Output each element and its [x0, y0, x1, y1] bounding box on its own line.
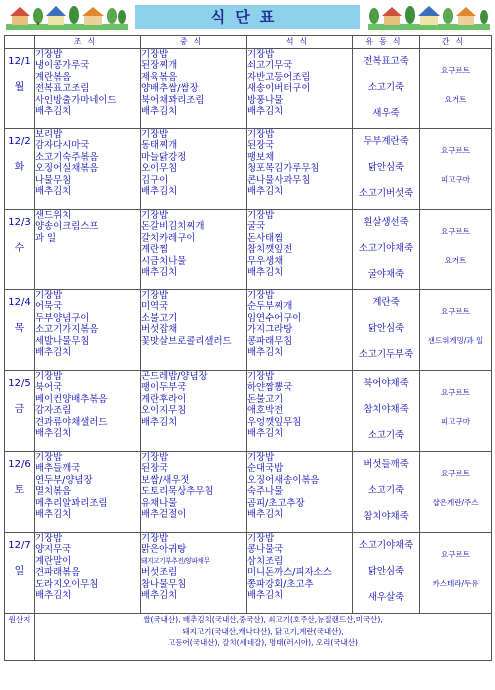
origin-row	[5, 614, 492, 661]
snack-item: 피고구마	[441, 175, 470, 184]
dinner-item: 삼치조림	[247, 555, 284, 567]
lunch-item: 보쌈/새우젓	[141, 474, 190, 486]
breakfast-item: 냉이콩가루국	[35, 60, 90, 72]
dinner-item: 기장밥	[247, 290, 275, 301]
breakfast-item: 멸치볶음	[35, 486, 72, 498]
column-header-snack: 간식	[420, 36, 492, 49]
snack-item: 샵은게란/주스	[432, 498, 479, 507]
day-row	[5, 129, 492, 210]
day-date: 12/1	[8, 56, 31, 67]
breakfast-item: 두부양념구이	[35, 312, 90, 324]
liquid-cell	[353, 210, 420, 290]
dinner-item: 기장밥	[247, 129, 275, 140]
breakfast-item: 기장밥	[35, 49, 63, 60]
column-header-breakfast: 조식	[35, 36, 141, 49]
breakfast-item: 소고기가지볶음	[35, 324, 99, 336]
lunch-item: 시금치나물	[141, 255, 187, 267]
dinner-item: 순두부찌개	[247, 301, 293, 313]
liquid-item: 계란죽	[372, 297, 400, 308]
liquid-cell	[353, 371, 420, 452]
breakfast-item: 배추김치	[35, 106, 72, 118]
snack-item: 요거트	[444, 95, 467, 104]
liquid-item: 소고기야채죽	[358, 540, 414, 551]
houses-left-illustration	[6, 4, 128, 30]
day-weekday: 목	[14, 323, 25, 334]
lunch-item: 기장밥	[141, 290, 169, 301]
lunch-item: 마늘닭강정	[141, 151, 187, 163]
dinner-item: 애호박전	[247, 405, 284, 417]
liquid-item: 소고기버섯죽	[358, 188, 414, 199]
breakfast-item: 어묵국	[35, 301, 63, 313]
breakfast-item: 기장밥	[35, 371, 63, 382]
lunch-item: 배추김치	[141, 590, 178, 602]
dinner-item: 굴국	[247, 221, 266, 233]
dinner-item: 하얀짬뽕국	[247, 382, 293, 394]
liquid-item: 소고기죽	[367, 82, 405, 93]
breakfast-cell	[35, 129, 141, 210]
liquid-item: 참치야채죽	[363, 511, 409, 522]
dinner-item: 기장밥	[247, 452, 275, 463]
day-cell	[5, 210, 35, 290]
liquid-item: 굴야채죽	[367, 269, 405, 280]
dinner-cell	[247, 371, 353, 452]
day-date: 12/7	[8, 540, 31, 551]
day-weekday: 화	[14, 162, 25, 173]
liquid-cell	[353, 129, 420, 210]
breakfast-item: 배추김치	[35, 590, 72, 602]
breakfast-item: 견파래볶음	[35, 567, 81, 579]
breakfast-item: 연두부/양념장	[35, 474, 93, 486]
breakfast-item: 배추김치	[35, 347, 72, 359]
lunch-item: 배추겉절이	[141, 509, 187, 521]
day-cell	[5, 452, 35, 533]
dinner-item: 배추김치	[247, 347, 284, 359]
liquid-item: 북어야채죽	[363, 378, 409, 389]
day-row	[5, 452, 492, 533]
liquid-cell	[353, 290, 420, 371]
day-date: 12/2	[8, 136, 31, 147]
lunch-item: 동태찌개	[141, 140, 178, 152]
snack-item: 요구르트	[441, 146, 470, 155]
dinner-item: 콩나물국	[247, 544, 284, 556]
lunch-item: 계란찜	[141, 244, 169, 256]
day-row	[5, 290, 492, 371]
day-cell	[5, 49, 35, 129]
lunch-item: 북어채꽈리조림	[141, 94, 205, 106]
dinner-item: 돈사태찜	[247, 232, 284, 244]
lunch-item: 된장국	[141, 463, 169, 475]
lunch-cell	[141, 49, 247, 129]
column-header-row	[5, 36, 492, 49]
day-cell	[5, 371, 35, 452]
dinner-cell	[247, 290, 353, 371]
dinner-item: 기장밥	[247, 533, 275, 544]
dinner-item: 방풍나물	[247, 94, 284, 106]
houses-right-illustration	[368, 4, 490, 30]
dinner-item: 배추김치	[247, 428, 284, 440]
dinner-item: 쫑파강회/초고추	[247, 578, 314, 590]
day-weekday: 수	[14, 243, 25, 254]
dinner-item: 배추김치	[247, 267, 284, 279]
lunch-item: 오이지무침	[141, 405, 187, 417]
lunch-cell	[141, 210, 247, 290]
menu-body	[5, 49, 492, 614]
origin-text	[35, 614, 492, 661]
lunch-item: 계란후라이	[141, 393, 187, 405]
breakfast-item: 기장밥	[35, 290, 63, 301]
dinner-cell	[247, 129, 353, 210]
dinner-cell	[247, 210, 353, 290]
lunch-item: 김구이	[141, 174, 169, 186]
lunch-item: 된장찌개	[141, 60, 178, 72]
breakfast-item: 배추김치	[35, 428, 72, 440]
snack-item: 요거트	[444, 256, 467, 265]
snack-item: 요구르트	[441, 388, 470, 397]
dinner-item: 콘나물사과무침	[247, 174, 311, 186]
lunch-item: 기장밥	[141, 452, 169, 463]
snack-cell	[420, 290, 492, 371]
breakfast-cell	[35, 210, 141, 290]
day-row	[5, 533, 492, 614]
breakfast-item: 감자조림	[35, 405, 72, 417]
lunch-item: 기장밥	[141, 49, 169, 60]
breakfast-cell	[35, 371, 141, 452]
dinner-item: 우엉깻잎무침	[247, 416, 302, 428]
breakfast-item: 보리밥	[35, 129, 63, 140]
column-header-liquid: 유동식	[353, 36, 420, 49]
day-date: 12/6	[8, 459, 31, 470]
origin-line: 쌀(국내산), 배추김치(국내산,중국산), 쇠고기(호주산,뉴질랜드산,미국산),	[143, 615, 383, 624]
liquid-item: 소고기죽	[367, 485, 405, 496]
snack-item: 카스테라/두유	[432, 579, 479, 588]
origin-line: 고등어(국내산), 갈치(세네갈), 명태(러시아), 오리(국내산)	[168, 638, 358, 647]
breakfast-item: 배추김치	[35, 509, 72, 521]
lunch-cell	[141, 452, 247, 533]
origin-label: 원산지	[5, 614, 35, 661]
liquid-cell	[353, 49, 420, 129]
snack-item: 요구르트	[441, 550, 470, 559]
lunch-item: 소불고기	[141, 312, 178, 324]
snack-item: 요구르트	[441, 227, 470, 236]
dinner-item: 기장밥	[247, 371, 275, 382]
liquid-cell	[353, 533, 420, 614]
day-date: 12/5	[8, 378, 31, 389]
lunch-cell	[141, 129, 247, 210]
dinner-item: 배추김치	[247, 186, 284, 198]
lunch-item: 제육볶음	[141, 71, 178, 83]
breakfast-item: 계란볶음	[35, 71, 72, 83]
day-row	[5, 371, 492, 452]
lunch-item: 기장밥	[141, 210, 169, 221]
day-weekday: 금	[14, 404, 25, 415]
dinner-item: 새송이버터구이	[247, 83, 311, 95]
liquid-item: 닭안심죽	[367, 162, 405, 173]
menu-table	[4, 35, 492, 661]
page-header	[0, 0, 495, 34]
lunch-item: 돼지고기부추전/양파채무	[141, 556, 210, 565]
liquid-item: 새우죽	[372, 108, 400, 119]
day-cell	[5, 533, 35, 614]
snack-item: 요구르트	[441, 66, 470, 75]
snack-item: 요구르트	[441, 307, 470, 316]
breakfast-item: 배추들깨국	[35, 463, 81, 475]
breakfast-cell	[35, 452, 141, 533]
liquid-item: 닭안심죽	[367, 323, 405, 334]
snack-cell	[420, 129, 492, 210]
day-row	[5, 49, 492, 129]
breakfast-item: 베이컨양배추볶음	[35, 393, 108, 405]
dinner-item: 청포목김가루무침	[247, 163, 320, 175]
breakfast-item: 사인방출가마네이드	[35, 94, 117, 106]
breakfast-item: 기장밥	[35, 452, 63, 463]
lunch-item: 배추김치	[141, 186, 178, 198]
breakfast-item: 오징어실채볶음	[35, 163, 99, 175]
day-date: 12/3	[8, 217, 31, 228]
dinner-item: 된장국	[247, 140, 275, 152]
breakfast-item: 견과류야채샐러드	[35, 416, 108, 428]
liquid-item: 닭안심죽	[367, 566, 405, 577]
snack-item: 요구르트	[441, 469, 470, 478]
breakfast-item: 계란말이	[35, 555, 72, 567]
dinner-item: 임연수어구이	[247, 312, 302, 324]
dinner-item: 기장밥	[247, 49, 275, 60]
lunch-item: 오이무침	[141, 163, 178, 175]
day-weekday: 일	[14, 566, 25, 577]
snack-item: 피고구마	[441, 417, 470, 426]
breakfast-item: 양송이크림스프	[35, 221, 99, 233]
lunch-item: 배추김치	[141, 416, 178, 428]
snack-cell	[420, 533, 492, 614]
dinner-item: 배추김치	[247, 106, 284, 118]
column-header-dinner: 석식	[247, 36, 353, 49]
lunch-item: 기장밥	[141, 129, 169, 140]
dinner-item: 곰피/초고추장	[247, 497, 305, 509]
liquid-item: 흰살생선죽	[363, 217, 409, 228]
lunch-item: 버섯조림	[141, 567, 178, 579]
breakfast-item: 소고기숙주볶음	[35, 151, 99, 163]
day-weekday: 토	[14, 485, 25, 496]
column-header-day	[5, 36, 35, 49]
breakfast-item: 전복표고조림	[35, 83, 90, 95]
day-cell	[5, 129, 35, 210]
dinner-item: 팽보채	[247, 151, 275, 163]
snack-cell	[420, 371, 492, 452]
lunch-item: 배추김치	[141, 267, 178, 279]
lunch-item: 돈갈비김치찌개	[141, 221, 205, 233]
breakfast-cell	[35, 533, 141, 614]
lunch-item: 유채나물	[141, 497, 178, 509]
day-weekday: 월	[14, 82, 25, 93]
day-row	[5, 210, 492, 290]
breakfast-item: 감자다시마국	[35, 140, 90, 152]
dinner-item: 돈불고기	[247, 393, 284, 405]
lunch-item: 꽃맛살브로콜리샐러드	[141, 335, 232, 347]
lunch-item: 곤드레밥/양념장	[141, 371, 208, 382]
breakfast-item: 세발나물무침	[35, 335, 90, 347]
dinner-item: 콩파래무침	[247, 335, 293, 347]
snack-cell	[420, 210, 492, 290]
lunch-item: 참나물무침	[141, 578, 187, 590]
breakfast-cell	[35, 49, 141, 129]
dinner-item: 미니돈까스/피자소스	[247, 567, 332, 579]
dinner-cell	[247, 452, 353, 533]
lunch-item: 갈치카레구이	[141, 232, 196, 244]
breakfast-item: 양지무국	[35, 544, 72, 556]
lunch-item: 도토리묵상추무침	[141, 486, 214, 498]
lunch-item: 미역국	[141, 301, 169, 313]
dinner-item: 배추김치	[247, 509, 284, 521]
lunch-cell	[141, 533, 247, 614]
lunch-item: 버섯잡채	[141, 324, 178, 336]
dinner-item: 기장밥	[247, 210, 275, 221]
liquid-item: 소고기죽	[367, 430, 405, 441]
dinner-item: 순대국밥	[247, 463, 284, 475]
breakfast-item: 배추김치	[35, 186, 72, 198]
liquid-item: 전복표고죽	[363, 56, 409, 67]
breakfast-item: 기장밥	[35, 533, 63, 544]
breakfast-item: 나물무침	[35, 174, 72, 186]
liquid-item: 소고기야채죽	[358, 243, 414, 254]
dinner-item: 참치깻잎전	[247, 244, 293, 256]
breakfast-item: 과 일	[35, 232, 57, 244]
lunch-item: 맑은아귀탕	[141, 544, 187, 556]
day-cell	[5, 290, 35, 371]
dinner-item: 배추김치	[247, 590, 284, 602]
snack-cell	[420, 452, 492, 533]
column-header-lunch: 중식	[141, 36, 247, 49]
liquid-cell	[353, 452, 420, 533]
lunch-item: 팽이두부국	[141, 382, 187, 394]
lunch-item: 양배추쌈/쌈장	[141, 83, 199, 95]
dinner-item: 오징어새송이볶음	[247, 474, 320, 486]
lunch-item: 기장밥	[141, 533, 169, 544]
breakfast-item: 메추리알꽈리조림	[35, 497, 108, 509]
dinner-item: 무우생채	[247, 255, 284, 267]
breakfast-item: 샌드위치	[35, 210, 72, 221]
lunch-cell	[141, 290, 247, 371]
breakfast-cell	[35, 290, 141, 371]
liquid-item: 소고기두부죽	[358, 349, 414, 360]
lunch-item: 배추김치	[141, 106, 178, 118]
origin-line: 돼지고기(국내산,캐나다산), 닭고기,계란(국내산),	[182, 626, 344, 636]
snack-cell	[420, 49, 492, 129]
day-date: 12/4	[8, 297, 31, 308]
liquid-item: 새우살죽	[367, 592, 405, 603]
liquid-item: 버섯들깨죽	[363, 459, 409, 470]
dinner-cell	[247, 533, 353, 614]
dinner-cell	[247, 49, 353, 129]
breakfast-item: 북어국	[35, 382, 63, 394]
dinner-item: 가지그라탕	[247, 324, 293, 336]
dinner-item: 숙주나물	[247, 486, 284, 498]
snack-item: 샌드위게밍/과 일	[427, 336, 484, 345]
dinner-item: 쇠고기무국	[247, 60, 293, 72]
lunch-cell	[141, 371, 247, 452]
liquid-item: 두부계란죽	[363, 136, 409, 147]
page-title: 식단표	[135, 5, 360, 29]
breakfast-item: 도라지오이무침	[35, 578, 99, 590]
liquid-item: 참치야채죽	[363, 404, 409, 415]
dinner-item: 자반고등어조림	[247, 71, 311, 83]
